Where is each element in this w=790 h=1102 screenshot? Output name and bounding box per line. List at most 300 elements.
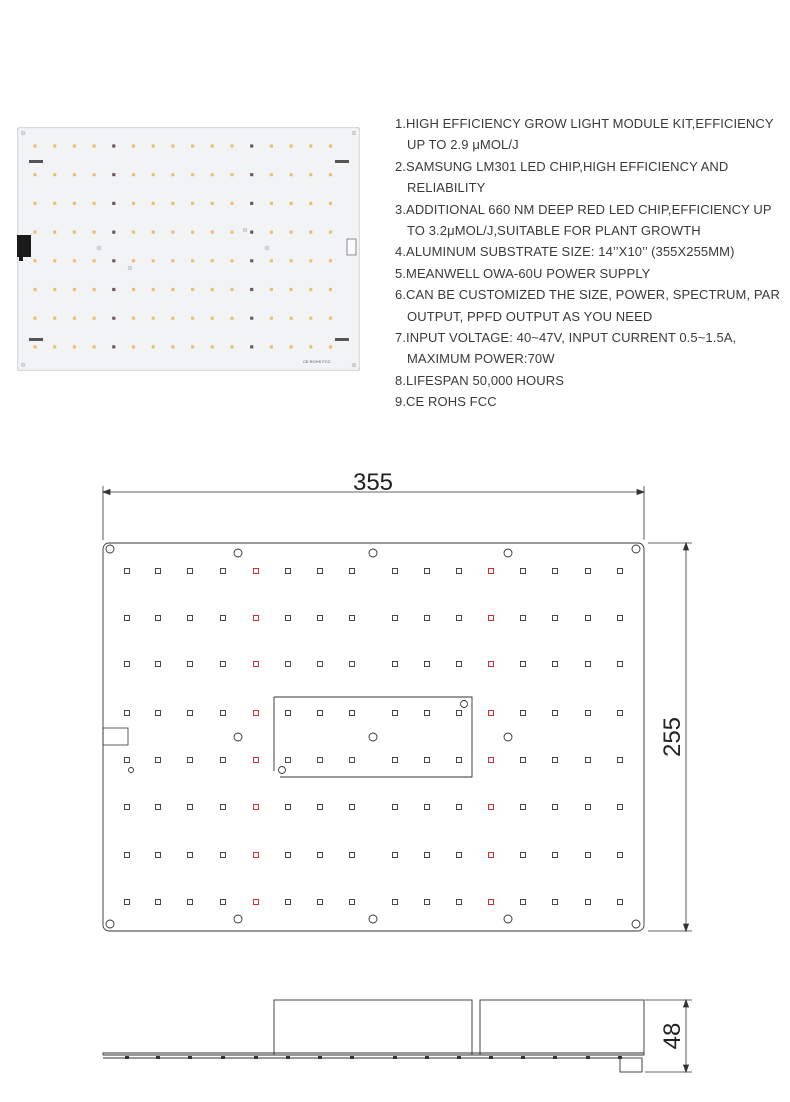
white-led (156, 662, 161, 667)
photo-white-led (53, 144, 56, 147)
photo-white-led (329, 173, 332, 176)
white-led (586, 662, 591, 667)
photo-hole (352, 363, 356, 367)
photo-white-led (230, 345, 233, 348)
mounting-hole (369, 549, 377, 557)
white-led (457, 853, 462, 858)
white-led (425, 853, 430, 858)
white-led (586, 616, 591, 621)
white-led (286, 900, 291, 905)
photo-white-led (270, 259, 273, 262)
white-led (318, 616, 323, 621)
photo-white-led (93, 288, 96, 291)
red-led (489, 758, 494, 763)
side-led (188, 1056, 192, 1059)
spec-item: 4.ALUMINUM SUBSTRATE SIZE: 14’’X10’’ (355X255MM) (395, 244, 735, 260)
photo-hole (97, 246, 101, 250)
white-led (125, 805, 130, 810)
photo-hole (243, 228, 247, 232)
white-led (521, 853, 526, 858)
photo-connector-right (347, 239, 356, 255)
mounting-hole (504, 549, 512, 557)
white-led (586, 853, 591, 858)
photo-red-led (250, 202, 253, 205)
photo-white-led (152, 173, 155, 176)
photo-red-led (250, 317, 253, 320)
photo-white-led (191, 144, 194, 147)
white-led (457, 805, 462, 810)
white-led (286, 569, 291, 574)
white-led (221, 853, 226, 858)
side-led (457, 1056, 461, 1059)
white-led (350, 758, 355, 763)
photo-red-led (112, 144, 115, 147)
white-led (221, 758, 226, 763)
connector-outline (103, 728, 128, 745)
photo-white-led (191, 345, 194, 348)
photo-white-led (211, 345, 214, 348)
photo-red-led (250, 144, 253, 147)
white-led (618, 853, 623, 858)
white-led (425, 758, 430, 763)
side-led (125, 1056, 129, 1059)
photo-white-led (290, 144, 293, 147)
side-led (156, 1056, 160, 1059)
photo-white-led (329, 202, 332, 205)
photo-white-led (171, 202, 174, 205)
photo-white-led (329, 345, 332, 348)
photo-white-led (171, 259, 174, 262)
photo-white-led (270, 288, 273, 291)
photo-white-led (73, 345, 76, 348)
white-led (586, 900, 591, 905)
photo-white-led (53, 202, 56, 205)
white-led (553, 569, 558, 574)
white-led (350, 900, 355, 905)
white-led (393, 616, 398, 621)
mounting-hole (369, 915, 377, 923)
white-led (457, 662, 462, 667)
white-led (125, 900, 130, 905)
photo-white-led (93, 231, 96, 234)
white-led (618, 616, 623, 621)
red-led (254, 616, 259, 621)
photo-red-led (250, 173, 253, 176)
white-led (188, 616, 193, 621)
red-led (489, 900, 494, 905)
photo-white-led (171, 173, 174, 176)
photo-white-led (309, 288, 312, 291)
photo-white-led (171, 288, 174, 291)
photo-white-led (33, 345, 36, 348)
photo-white-led (191, 259, 194, 262)
side-led (586, 1056, 590, 1059)
photo-white-led (290, 345, 293, 348)
white-led (221, 662, 226, 667)
photo-red-led (112, 259, 115, 262)
white-led (553, 805, 558, 810)
photo-white-led (270, 144, 273, 147)
white-led (521, 616, 526, 621)
white-led (188, 853, 193, 858)
height-label: 255 (659, 716, 686, 758)
white-led (221, 805, 226, 810)
photo-white-led (230, 231, 233, 234)
photo-white-led (152, 259, 155, 262)
photo-red-led (112, 345, 115, 348)
white-led (286, 853, 291, 858)
photo-white-led (309, 231, 312, 234)
white-led (286, 711, 291, 716)
white-led (521, 569, 526, 574)
spec-item: 6.CAN BE CUSTOMIZED THE SIZE, POWER, SPECTRUM, PAR OUTPUT, PPFD OUTPUT AS YOU NEED (395, 287, 780, 324)
white-led (586, 711, 591, 716)
white-led (156, 616, 161, 621)
photo-marking: CE ROHS FCC (303, 359, 331, 364)
white-led (318, 711, 323, 716)
white-led (350, 616, 355, 621)
photo-hole (352, 131, 356, 135)
photo-white-led (33, 288, 36, 291)
white-led (125, 711, 130, 716)
red-led (254, 805, 259, 810)
photo-terminal (29, 160, 43, 163)
photo-white-led (270, 231, 273, 234)
white-led (286, 805, 291, 810)
photo-white-led (290, 231, 293, 234)
spec-item: 1.HIGH EFFICIENCY GROW LIGHT MODULE KIT,EFFICIENCY UP TO 2.9 μMOL/J (395, 116, 774, 153)
white-led (125, 662, 130, 667)
photo-white-led (93, 202, 96, 205)
photo-white-led (73, 317, 76, 320)
photo-white-led (152, 202, 155, 205)
photo-white-led (132, 173, 135, 176)
photo-white-led (132, 144, 135, 147)
photo-white-led (93, 345, 96, 348)
side-led (286, 1056, 290, 1059)
photo-white-led (290, 317, 293, 320)
photo-white-led (152, 317, 155, 320)
white-led (221, 569, 226, 574)
side-led (254, 1056, 258, 1059)
photo-white-led (309, 317, 312, 320)
photo-hole (265, 246, 269, 250)
photo-white-led (230, 259, 233, 262)
photo-white-led (73, 288, 76, 291)
white-led (425, 805, 430, 810)
white-led (125, 616, 130, 621)
white-led (618, 805, 623, 810)
photo-white-led (211, 259, 214, 262)
mounting-hole (279, 767, 286, 774)
spec-item: 3.ADDITIONAL 660 NM DEEP RED LED CHIP,EFFICIENCY UP TO 3.2μMOL/J,SUITABLE FOR PLANT GROWTH (395, 201, 772, 239)
white-led (350, 853, 355, 858)
mounting-hole (234, 733, 242, 741)
photo-white-led (270, 345, 273, 348)
photo-white-led (191, 317, 194, 320)
photo-white-led (53, 173, 56, 176)
white-led (188, 900, 193, 905)
photo-white-led (230, 317, 233, 320)
white-led (318, 805, 323, 810)
photo-white-led (53, 288, 56, 291)
photo-white-led (230, 202, 233, 205)
white-led (553, 900, 558, 905)
photo-white-led (290, 288, 293, 291)
mounting-hole (234, 915, 242, 923)
white-led (221, 900, 226, 905)
side-led (350, 1056, 354, 1059)
white-led (457, 711, 462, 716)
white-led (156, 900, 161, 905)
mounting-hole (461, 701, 468, 708)
white-led (318, 662, 323, 667)
photo-red-led (250, 288, 253, 291)
photo-white-led (329, 259, 332, 262)
spec-item: 7.INPUT VOLTAGE: 40~47V, INPUT CURRENT 0.5~1.5A, MAXIMUM POWER:70W (395, 330, 737, 367)
photo-white-led (93, 173, 96, 176)
led-board-photo (17, 127, 360, 371)
photo-white-led (211, 144, 214, 147)
white-led (156, 569, 161, 574)
white-led (318, 758, 323, 763)
photo-white-led (171, 317, 174, 320)
photo-white-led (152, 144, 155, 147)
photo-white-led (53, 317, 56, 320)
photo-white-led (33, 317, 36, 320)
mounting-holes (106, 545, 640, 928)
photo-white-led (290, 202, 293, 205)
white-led (125, 758, 130, 763)
photo-white-led (309, 202, 312, 205)
red-led (254, 662, 259, 667)
photo-white-led (270, 202, 273, 205)
photo-white-led (211, 202, 214, 205)
side-view (103, 1000, 644, 1072)
white-led (156, 758, 161, 763)
mounting-hole (106, 920, 114, 928)
width-label: 355 (352, 469, 394, 496)
white-led (553, 711, 558, 716)
white-led (286, 662, 291, 667)
photo-hole (21, 131, 25, 135)
photo-white-led (152, 231, 155, 234)
photo-white-led (329, 288, 332, 291)
photo-white-led (211, 288, 214, 291)
white-led (393, 758, 398, 763)
side-led (425, 1056, 429, 1059)
red-led (489, 616, 494, 621)
photo-red-led (112, 202, 115, 205)
spec-list (395, 113, 785, 413)
photo-white-led (33, 202, 36, 205)
white-led (457, 616, 462, 621)
mounting-hole (106, 545, 114, 553)
white-led (425, 711, 430, 716)
spec-item: 8.LIFESPAN 50,000 HOURS (395, 372, 564, 388)
red-led (489, 711, 494, 716)
photo-white-led (191, 202, 194, 205)
white-led (350, 569, 355, 574)
photo-white-led (132, 259, 135, 262)
photo-white-led (33, 259, 36, 262)
white-led (156, 805, 161, 810)
white-led (618, 758, 623, 763)
white-led (188, 569, 193, 574)
photo-white-led (191, 173, 194, 176)
photo-white-led (211, 231, 214, 234)
white-led (286, 616, 291, 621)
thickness-label: 48 (659, 1022, 686, 1050)
white-led (618, 569, 623, 574)
white-led (521, 900, 526, 905)
white-led (188, 805, 193, 810)
white-led (553, 758, 558, 763)
photo-white-led (73, 202, 76, 205)
white-led (188, 758, 193, 763)
white-led (393, 805, 398, 810)
white-led (521, 805, 526, 810)
photo-white-led (132, 202, 135, 205)
photo-white-led (73, 173, 76, 176)
side-led (618, 1056, 622, 1059)
photo-red-led (250, 345, 253, 348)
photo-white-led (73, 259, 76, 262)
side-led (221, 1056, 225, 1059)
mounting-hole (632, 920, 640, 928)
white-led (553, 616, 558, 621)
photo-red-led (112, 173, 115, 176)
photo-white-led (132, 317, 135, 320)
photo-white-led (171, 345, 174, 348)
white-led (553, 662, 558, 667)
white-led (457, 758, 462, 763)
white-led (425, 900, 430, 905)
photo-white-led (211, 173, 214, 176)
white-led (618, 662, 623, 667)
white-led (393, 900, 398, 905)
white-led (521, 758, 526, 763)
photo-red-led (250, 259, 253, 262)
photo-white-led (309, 173, 312, 176)
side-led (318, 1056, 322, 1059)
white-led (553, 853, 558, 858)
photo-terminal (29, 338, 43, 341)
white-led (318, 569, 323, 574)
photo-white-led (152, 288, 155, 291)
photo-white-led (33, 173, 36, 176)
photo-white-led (309, 144, 312, 147)
red-led (254, 569, 259, 574)
photo-hole (21, 363, 25, 367)
red-led (254, 853, 259, 858)
red-led (489, 805, 494, 810)
white-led (521, 662, 526, 667)
photo-white-led (53, 345, 56, 348)
side-led (393, 1056, 397, 1059)
white-led (425, 662, 430, 667)
mounting-hole (369, 733, 377, 741)
mounting-hole (632, 545, 640, 553)
photo-white-led (329, 144, 332, 147)
photo-white-led (171, 144, 174, 147)
red-led (254, 758, 259, 763)
white-led (350, 662, 355, 667)
white-led (586, 569, 591, 574)
photo-white-led (290, 173, 293, 176)
photo-white-led (309, 259, 312, 262)
white-led (586, 758, 591, 763)
photo-white-led (53, 259, 56, 262)
photo-white-led (290, 259, 293, 262)
photo-terminal (335, 160, 349, 163)
red-led (489, 662, 494, 667)
red-led (254, 900, 259, 905)
spec-item: 2.SAMSUNG LM301 LED CHIP,HIGH EFFICIENCY AND RELIABILITY (395, 158, 729, 196)
red-led (254, 711, 259, 716)
white-led (425, 569, 430, 574)
white-led (156, 853, 161, 858)
white-led (618, 900, 623, 905)
photo-white-led (191, 288, 194, 291)
white-led (457, 900, 462, 905)
white-led (586, 805, 591, 810)
side-led (553, 1056, 557, 1059)
photo-white-led (152, 345, 155, 348)
mounting-hole (129, 768, 134, 773)
photo-terminal (335, 338, 349, 341)
photo-white-led (171, 231, 174, 234)
photo-white-led (191, 231, 194, 234)
white-led (393, 662, 398, 667)
white-led (188, 662, 193, 667)
photo-white-led (93, 317, 96, 320)
side-led-row (125, 1056, 622, 1059)
photo-white-led (73, 231, 76, 234)
white-led (188, 711, 193, 716)
white-led (318, 900, 323, 905)
technical-drawing (0, 440, 790, 1102)
photo-white-led (329, 231, 332, 234)
photo-white-led (132, 231, 135, 234)
white-led (156, 711, 161, 716)
photo-white-led (53, 231, 56, 234)
mounting-hole (504, 733, 512, 741)
photo-white-led (270, 317, 273, 320)
photo-white-led (33, 231, 36, 234)
white-led (521, 711, 526, 716)
photo-white-led (230, 288, 233, 291)
white-led (221, 711, 226, 716)
white-led (125, 853, 130, 858)
white-led (125, 569, 130, 574)
white-led (393, 711, 398, 716)
white-led (350, 711, 355, 716)
side-led (489, 1056, 493, 1059)
photo-white-led (93, 259, 96, 262)
white-led (350, 805, 355, 810)
white-led (618, 711, 623, 716)
photo-white-led (93, 144, 96, 147)
photo-red-led (112, 231, 115, 234)
photo-red-led (112, 317, 115, 320)
red-led (489, 853, 494, 858)
white-led (286, 758, 291, 763)
red-led (489, 569, 494, 574)
photo-red-led (250, 231, 253, 234)
photo-white-led (132, 345, 135, 348)
white-led (318, 853, 323, 858)
